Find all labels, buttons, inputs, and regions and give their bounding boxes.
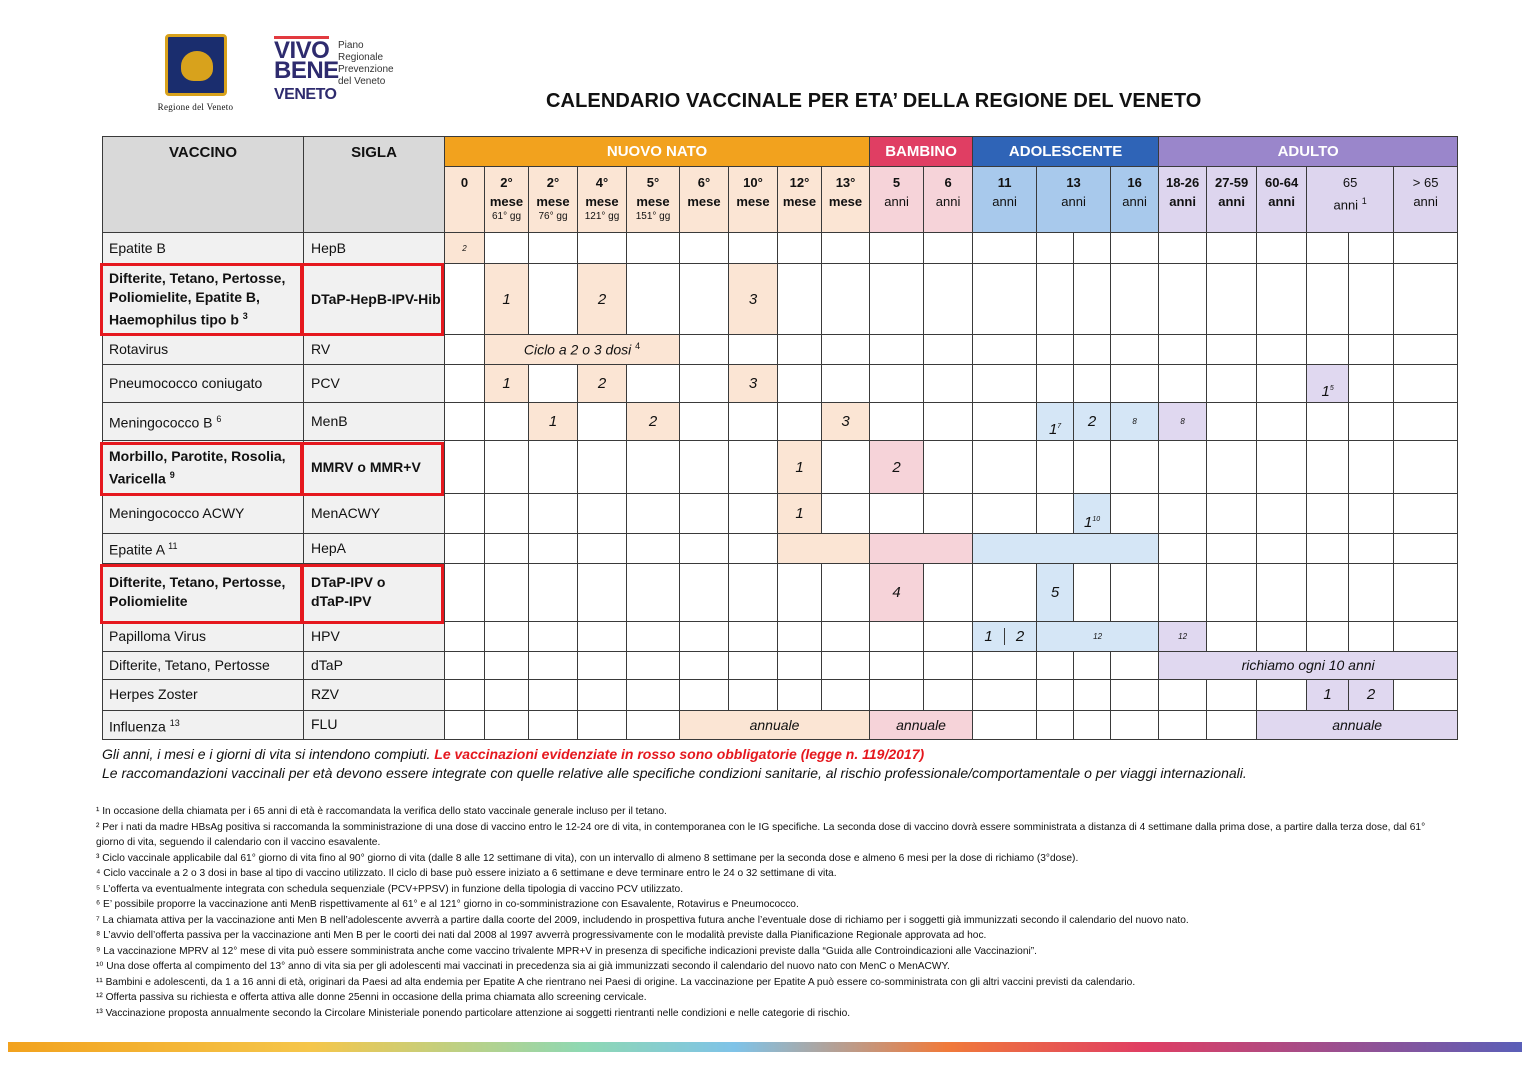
dose-cell: 3 — [822, 403, 870, 441]
cat-nuovo-nato: NUOVO NATO — [445, 137, 870, 167]
age-6-anni: 6 anni — [924, 167, 973, 233]
footnote: ² Per i nati da madre HBsAg positiva si raccomanda la somministrazione di una dose di vaccino entro le 12-24 ore di vita, in contemporanea con le IG specifiche. La seconda dose di vaccino dovrà essere somministrata a distanza di 4 settimane dalla prima dose, a partire dalla terza dose, dal 61° giorno di vita, seguendo il calendario con il vaccino esavalente. — [96, 821, 1426, 848]
row-esavalente — [103, 264, 1458, 335]
vaccine-name: Difterite, Tetano, Pertosse, Poliomielite — [103, 563, 304, 621]
vaccine-name: Difterite, Tetano, Pertosse, Poliomielite, Epatite B, Haemophilus tipo b $^3$ — [103, 264, 304, 335]
lion-crest-icon — [165, 34, 227, 96]
vivo-subtitle: Piano Regionale Prevenzione del Veneto — [338, 40, 394, 87]
page-title: CALENDARIO VACCINALE PER ETA’ DELLA REGIONE DEL VENETO — [546, 90, 1202, 112]
row-pneumococco — [103, 365, 1458, 403]
age-18-26-anni: 18-26 anni — [1159, 167, 1207, 233]
vaccine-sigla: HepB — [304, 233, 445, 264]
dose-footnote: 8 — [1111, 403, 1159, 441]
vaccine-name: Epatite A $^{11}$ — [103, 533, 304, 563]
dose-cell: 4 — [870, 563, 924, 621]
dose-cell: 1 — [778, 494, 822, 533]
dose-footnote: 12 — [1159, 621, 1207, 651]
footnote: ¹¹ Bambini e adolescenti, da 1 a 16 anni di età, originari da Paesi ad alta endemia per Epatite A che rientrano nei Paesi di origine. La vaccinazione per Epatite A può essere co-somministrata con gli altri vaccini previsti da calendario. — [96, 976, 1136, 988]
row-papilloma — [103, 621, 1458, 651]
dose-footnote: 2 — [445, 233, 485, 264]
footnote: ¹⁰ Una dose offerta al compimento del 13° anno di vita sia per gli adolescenti mai vaccinati in precedenza sia ai già immunizzati secondo il calendario del nuovo nato con MenC o MenACWY. — [96, 961, 950, 972]
hepa-span-bambino — [870, 533, 973, 563]
footnote: ¹ In occasione della chiamata per i 65 anni di età è raccomandata la verifica dello stato vaccinale generale incluso per il tetano. — [96, 806, 667, 817]
table-notes: Gli anni, i mesi e i giorni di vita si intendono compiuti. Le vaccinazioni evidenziate in rosso sono obbligatorie (legge n. 119/2017) Le raccomandazioni vaccinali per età devono essere integrate con quelle relative alle specifiche condizioni sanitarie, al rischio professionale/comportamentale o per viaggi internazionali. — [102, 746, 1247, 781]
age-13-anni: 13 anni — [1037, 167, 1111, 233]
regione-caption: Regione del Veneto — [157, 102, 234, 112]
vaccine-name: Difterite, Tetano, Pertosse — [103, 651, 304, 679]
vaccine-sigla: HepA — [304, 533, 445, 563]
vaccine-sigla: MenB — [304, 403, 445, 441]
vaccine-name: Pneumococco coniugato — [103, 365, 304, 403]
row-meningococco-b — [103, 403, 1458, 441]
age-2-mese-76: 2° mese 76° gg — [529, 167, 578, 233]
dose-cell: 1 — [529, 403, 578, 441]
footnote: ⁸ L’avvio dell’offerta passiva per la vaccinazione anti Men B per le coorti dei nati dal 2008 al 1997 avverrà progressivamente con le modalità previste dalla Pianificazione Regionale approvata ad hoc. — [96, 930, 987, 941]
dose-cell: 5 — [1037, 563, 1074, 621]
row-herpes-zoster — [103, 679, 1458, 710]
age-16-anni: 16 anni — [1111, 167, 1159, 233]
vaccine-name: Morbillo, Parotite, Rosolia, Varicella $^9$ — [103, 441, 304, 494]
vaccine-name: Epatite B — [103, 233, 304, 264]
footnote: ⁴ Ciclo vaccinale a 2 o 3 dosi in base al tipo di vaccino utilizzato. Il ciclo di base può essere iniziato a 6 settimane e deve terminare entro le 24 o 32 settimane di vita. — [96, 868, 837, 879]
vaccine-sigla: FLU — [304, 710, 445, 739]
dose-cell: $1^{10}$ — [1074, 494, 1111, 533]
row-influenza — [103, 710, 1458, 739]
cat-adolescente: ADOLESCENTE — [973, 137, 1159, 167]
age-6-mese: 6° mese — [680, 167, 729, 233]
age-27-59-anni: 27-59 anni — [1207, 167, 1257, 233]
cat-adulto: ADULTO — [1159, 137, 1458, 167]
vaccine-name: Meningococco B $^6$ — [103, 403, 304, 441]
col-vaccino: VACCINO — [103, 137, 304, 233]
hepa-span-adolescente — [973, 533, 1159, 563]
dose-span: annuale — [870, 710, 973, 739]
footnote: ⁹ La vaccinazione MPRV al 12° mese di vita può essere somministrata anche come vaccino trivalente MPR+V in presenza di specifiche indicazioni previste dalla “Guida alle Controindicazioni alle Vaccinazioni”. — [96, 945, 1037, 957]
vaccine-sigla: MenACWY — [304, 494, 445, 533]
col-sigla: SIGLA — [304, 137, 445, 233]
age-65-anni: 65 anni $^1$ — [1307, 167, 1394, 233]
dose-span: annuale — [680, 710, 870, 739]
row-mmrv — [103, 441, 1458, 494]
age-5-mese: 5° mese 151° gg — [627, 167, 680, 233]
dose-span: annuale — [1257, 710, 1458, 739]
row-difterite-tetano-pertosse — [103, 651, 1458, 679]
footnotes — [96, 804, 1441, 1021]
dose-cell: 1 2 — [973, 621, 1037, 651]
vaccine-sigla: RV — [304, 335, 445, 365]
vaccine-name: Rotavirus — [103, 335, 304, 365]
age-2-mese: 2° mese 61° gg — [485, 167, 529, 233]
dose-cell: 3 — [729, 264, 778, 335]
cat-bambino: BAMBINO — [870, 137, 973, 167]
dose-cell: 2 — [1349, 679, 1394, 710]
age-4-mese: 4° mese 121° gg — [578, 167, 627, 233]
dose-cell: $1^7$ — [1037, 403, 1074, 441]
vaccine-sigla: dTaP — [304, 651, 445, 679]
dose-cell: 2 — [627, 403, 680, 441]
regione-veneto-logo — [148, 34, 243, 112]
dose-cell: $1^5$ — [1307, 365, 1349, 403]
vaccine-sigla: MMRV o MMR+V — [304, 441, 445, 494]
dose-cell: 2 — [870, 441, 924, 494]
vaccine-name: Meningococco ACWY — [103, 494, 304, 533]
footnote: ⁷ La chiamata attiva per la vaccinazione anti Men B nell’adolescente avverrà a partire dalla coorte del 2009, includendo in prospettiva futura anche l’eventuale dose di richiamo per i soggetti già immunizzati secondo il calendario del nuovo nato. — [96, 914, 1189, 926]
decorative-gradient-bar — [8, 1042, 1522, 1052]
dose-cell: 2 — [1074, 403, 1111, 441]
age-11-anni: 11 anni — [973, 167, 1037, 233]
age-10-mese: 10° mese — [729, 167, 778, 233]
footnote: ¹³ Vaccinazione proposta annualmente secondo la Circolare Ministeriale ponendo particolare attenzione ai soggetti rientranti nelle condizioni e nelle categorie di rischio. — [96, 1007, 851, 1019]
age-12-mese: 12° mese — [778, 167, 822, 233]
dose-span: richiamo ogni 10 anni — [1159, 651, 1458, 679]
vaccine-sigla: DTaP-IPV o dTaP-IPV — [304, 563, 445, 621]
vaccine-name: Herpes Zoster — [103, 679, 304, 710]
row-epatite-b — [103, 233, 1458, 264]
age-0: 0 — [445, 167, 485, 233]
dose-cell: 2 — [578, 264, 627, 335]
vaccine-sigla: DTaP-HepB-IPV-Hib — [304, 264, 445, 335]
footnote: ⁵ L’offerta va eventualmente integrata con schedula sequenziale (PCV+PPSV) in funzione della tipologia di vaccino PCV utilizzato. — [96, 883, 684, 895]
dose-cell: 2 — [578, 365, 627, 403]
hepa-span-nuovo-nato — [778, 533, 870, 563]
footnote: ³ Ciclo vaccinale applicabile dal 61° giorno di vita fino al 90° giorno di vita (dalle 8 alle 12 settimane di vita), con un intervallo di almeno 8 settimane per la seconda dose e almeno 6 mesi per la dose di richiamo (3°dose). — [96, 852, 1079, 864]
age-60-64-anni: 60-64 anni — [1257, 167, 1307, 233]
row-epatite-a — [103, 533, 1458, 563]
row-dtap-ipv — [103, 563, 1458, 621]
vaccine-name: Influenza $^{13}$ — [103, 710, 304, 739]
dose-cell: 1 — [485, 264, 529, 335]
dose-cell: 3 — [729, 365, 778, 403]
vaccine-name: Papilloma Virus — [103, 621, 304, 651]
vaccine-sigla: PCV — [304, 365, 445, 403]
dose-cell: 1 — [1307, 679, 1349, 710]
age-over-65-anni: > 65 anni — [1394, 167, 1458, 233]
dose-span: Ciclo a 2 o 3 dosi $^4$ — [485, 335, 680, 365]
vaccination-calendar-table — [102, 136, 1458, 740]
age-5-anni: 5 anni — [870, 167, 924, 233]
dose-footnote: 12 — [1037, 621, 1159, 651]
dose-cell: 1 — [485, 365, 529, 403]
vaccine-sigla: HPV — [304, 621, 445, 651]
vaccine-sigla: RZV — [304, 679, 445, 710]
dose-cell: 1 — [778, 441, 822, 494]
footnote: ¹² Offerta passiva su richiesta e offerta attiva alle donne 25enni in occasione della prima chiamata allo screening cervicale. — [96, 992, 647, 1003]
bene-word: BENE — [274, 57, 339, 84]
row-meningococco-acwy — [103, 494, 1458, 533]
vivo-word: VIVO — [274, 37, 330, 64]
footnote: ⁶ E’ possibile proporre la vaccinazione anti MenB rispettivamente al 61° e al 121° giorno in co-somministrazione con Esavalente, Rotavirus e Pneumococco. — [96, 899, 799, 910]
row-rotavirus — [103, 335, 1458, 365]
veneto-word: VENETO — [274, 86, 337, 103]
vivo-bene-logo — [274, 36, 414, 108]
dose-footnote: 8 — [1159, 403, 1207, 441]
age-13-mese: 13° mese — [822, 167, 870, 233]
